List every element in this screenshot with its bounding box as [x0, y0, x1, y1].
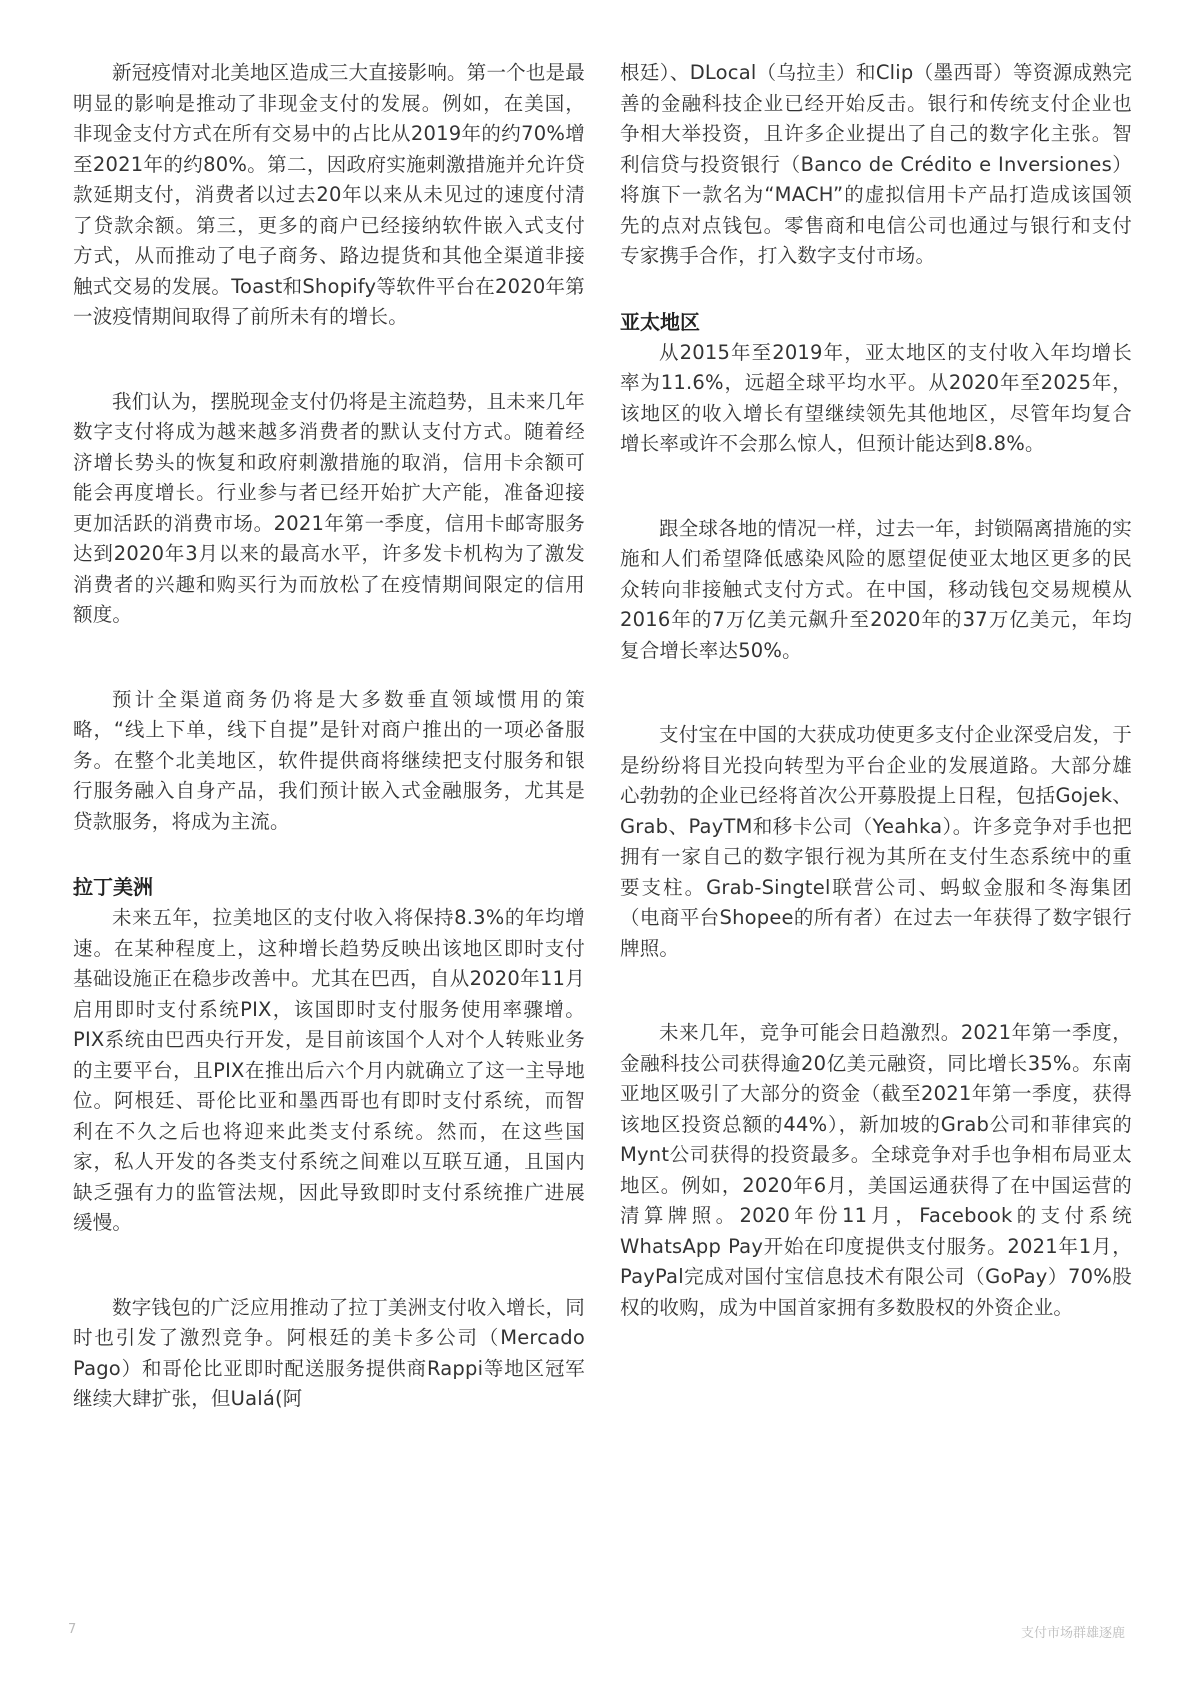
section-heading-asia-pacific: 亚太地区	[620, 309, 700, 334]
paragraph-apac-contactless: 跟全球各地的情况一样，过去一年，封锁隔离措施的实施和人们希望降低感染风险的愿望促使亚太地区更多的民众转向非接触式支付方式。在中国，移动钱包交易规模从2016年的7万亿美元飙升至2020年的37万亿美元，年均复合增长率达50%。	[620, 516, 1132, 662]
paragraph-apac-platforms: 支付宝在中国的大获成功使更多支付企业深受启发，于是纷纷将目光投向转型为平台企业的发展道路。大部分雄心勃勃的企业已经将首次公开募股提上日程，包括Gojek、Grab、PayTM和移卡公司（Yeahka）。许多竞争对手也把拥有一家自己的数字银行视为其所在支付生态系统中的重要支柱。Grab-Singtel联营公司、蚂蚁金服和冬海集团（电商平台Shopee的所有者）在过去一年获得了数字银行牌照。	[620, 723, 1132, 960]
paragraph-omnichannel: 预计全渠道商务仍将是大多数垂直领域惯用的策略，“线上下单，线下自提”是针对商户推出的一项必备服务。在整个北美地区，软件提供商将继续把支付服务和银行服务融入自身产品，我们预计嵌入式金融服务，尤其是贷款服务，将成为主流。	[73, 687, 585, 833]
left-column	[73, 58, 585, 1469]
paragraph-cash-trend: 我们认为，摆脱现金支付仍将是主流趋势，且未来几年数字支付将成为越来越多消费者的默认支付方式。随着经济增长势头的恢复和政府刺激措施的取消，信用卡余额可能会再度增长。行业参与者已经开始扩大产能，准备迎接更加活跃的消费市场。2021年第一季度，信用卡邮寄服务达到2020年3月以来的最高水平，许多发卡机构为了激发消费者的兴趣和购买行为而放松了在疫情期间限定的信用额度。	[73, 389, 585, 626]
paragraph-latam-revenue: 未来五年，拉美地区的支付收入将保持8.3%的年均增速。在某种程度上，这种增长趋势反映出该地区即时支付基础设施正在稳步改善中。尤其在巴西，自从2020年11月启用即时支付系统PIX，该国即时支付服务使用率骤增。PIX系统由巴西央行开发，是目前该国个人对个人转账业务的主要平台，且PIX在推出后六个月内就确立了这一主导地位。阿根廷、哥伦比亚和墨西哥也有即时支付系统，而智利在不久之后也将迎来此类支付系统。然而，在这些国家，私人开发的各类支付系统之间难以互联互通，且国内缺乏强有力的监管法规，因此导致即时支付系统推广进展缓慢。	[73, 906, 585, 1234]
page-number: 7	[68, 1622, 77, 1637]
paragraph-latam-wallets: 数字钱包的广泛应用推动了拉丁美洲支付收入增长，同时也引发了激烈竞争。阿根廷的美卡多公司（Mercado Pago）和哥伦比亚即时配送服务提供商Rappi等地区冠军继续大肆扩张，但Ualá(阿	[73, 1295, 585, 1410]
section-heading-latin-america: 拉丁美洲	[73, 875, 153, 899]
right-column	[620, 58, 1132, 1377]
paragraph-apac-competition: 未来几年，竞争可能会日趋激烈。2021年第一季度，金融科技公司获得逾20亿美元融资，同比增长35%。东南亚地区吸引了大部分的资金（截至2021年第一季度，获得该地区投资总额的44%），新加坡的Grab公司和菲律宾的Mynt公司获得的投资最多。全球竞争对手也争相布局亚太地区。例如，2020年6月，美国运通获得了在中国运营的清算牌照。2020年份11月，Facebook的支付系统WhatsApp Pay开始在印度提供支付服务。2021年1月，PayPal完成对国付宝信息技术有限公司（GoPay）70%股权的收购，成为中国首家拥有多数股权的外资企业。	[620, 1021, 1132, 1319]
footer-title: 支付市场群雄逐鹿	[1020, 1626, 1125, 1641]
paragraph-north-america-impact: 新冠疫情对北美地区造成三大直接影响。第一个也是最明显的影响是推动了非现金支付的发展。例如，在美国，非现金支付方式在所有交易中的占比从2019年的约70%增至2021年的约80%。第二，因政府实施刺激措施并允许贷款延期支付，消费者以过去20年以来从未见过的速度付清了贷款余额。第三，更多的商户已经接纳软件嵌入式支付方式，从而推动了电子商务、路边提货和其他全渠道非接触式交易的发展。Toast和Shopify等软件平台在2020年第一波疫情期间取得了前所未有的增长。	[73, 61, 585, 328]
paragraph-apac-revenue: 从2015年至2019年，亚太地区的支付收入年均增长率为11.6%，远超全球平均水平。从2020年至2025年，该地区的收入增长有望继续领先其他地区，尽管年均复合增长率或许不会那么惊人，但预计能达到8.8%。	[620, 340, 1132, 455]
paragraph-latam-continued: 根廷）、DLocal（乌拉圭）和Clip（墨西哥）等资源成熟完善的金融科技企业已经开始反击。银行和传统支付企业也争相大举投资，且许多企业提出了自己的数字化主张。智利信贷与投资银行（Banco de Crédito e Inversiones）将旗下一款名为“MACH”的虚拟信用卡产品打造成该国领先的点对点钱包。零售商和电信公司也通过与银行和支付专家携手合作，打入数字支付市场。	[620, 61, 1132, 267]
